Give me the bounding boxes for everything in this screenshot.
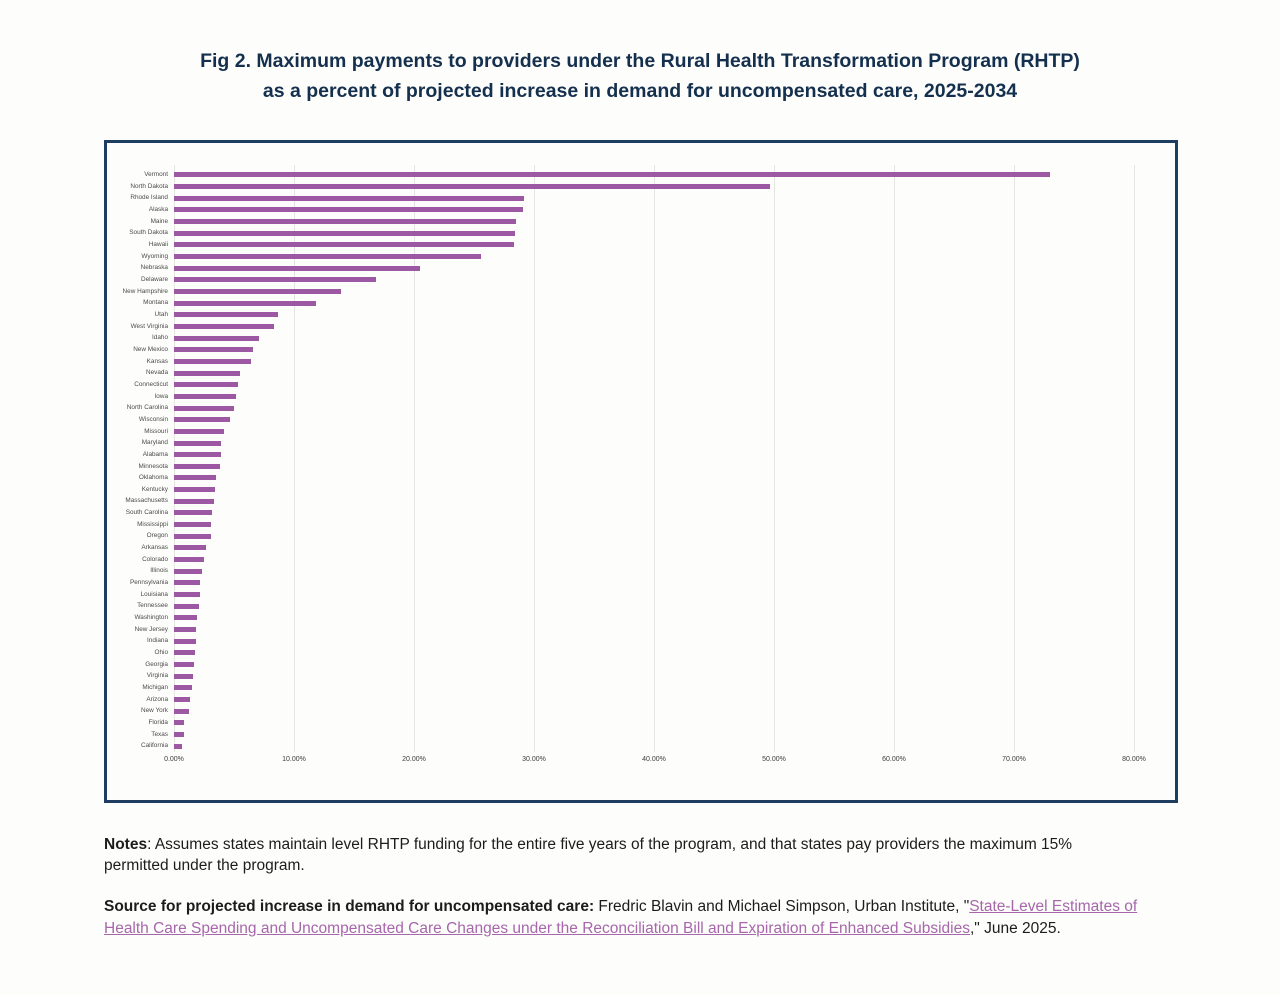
bar-label: Texas	[151, 730, 168, 738]
bar-label: North Carolina	[126, 404, 168, 412]
bar-label: Tennessee	[137, 602, 168, 610]
figure-title	[0, 46, 1280, 106]
bar	[174, 371, 240, 376]
bar-label: Pennsylvania	[129, 579, 168, 587]
bar	[174, 464, 220, 469]
bar-label: Illinois	[150, 567, 168, 575]
bar	[174, 569, 202, 574]
bar	[174, 604, 199, 609]
bar	[174, 277, 376, 282]
gridline	[1014, 165, 1015, 752]
bar-label: New York	[141, 707, 168, 715]
gridline	[654, 165, 655, 752]
bar	[174, 580, 200, 585]
source-pre-link-text: Fredric Blavin and Michael Simpson, Urban Institute, "	[594, 898, 970, 915]
bar-label: Arkansas	[141, 544, 168, 552]
bar	[174, 289, 341, 294]
x-axis-tick-label: 50.00%	[762, 756, 786, 763]
bar	[174, 685, 192, 690]
bar-label: Oklahoma	[138, 474, 168, 482]
bar-label: Iowa	[154, 392, 168, 400]
bar-label: Missouri	[144, 427, 168, 435]
x-axis-tick-label: 60.00%	[882, 756, 906, 763]
bar-label: Louisiana	[140, 590, 168, 598]
plot-area	[107, 143, 1175, 800]
bar	[174, 592, 200, 597]
bar	[174, 172, 1050, 177]
bar	[174, 475, 216, 480]
bar	[174, 522, 211, 527]
bar-label: Maryland	[141, 439, 168, 447]
bar-label: Arizona	[146, 695, 168, 703]
bar	[174, 720, 184, 725]
bar-label: Delaware	[141, 275, 168, 283]
bar	[174, 301, 316, 306]
bar	[174, 254, 481, 259]
bar	[174, 452, 221, 457]
gridline	[774, 165, 775, 752]
x-axis-tick-label: 80.00%	[1122, 756, 1146, 763]
bar-label: Colorado	[142, 555, 168, 563]
source-paragraph	[104, 896, 1149, 939]
x-axis-tick-label: 30.00%	[522, 756, 546, 763]
bar	[174, 184, 770, 189]
bar-label: Mississippi	[137, 520, 168, 528]
notes-paragraph	[104, 834, 1119, 876]
notes-text: : Assumes states maintain level RHTP funding for the entire five years of the program, and that states pay providers the maximum 15% permitted under the program.	[104, 836, 1073, 874]
notes-label: Notes	[104, 836, 148, 853]
bar-label: Utah	[154, 310, 168, 318]
bar-label: Maine	[150, 217, 168, 225]
bar	[174, 487, 215, 492]
bar	[174, 510, 212, 515]
bar	[174, 499, 214, 504]
bar-label: Wisconsin	[138, 415, 168, 423]
bar-label: Virginia	[146, 672, 168, 680]
bar	[174, 207, 523, 212]
bar	[174, 347, 253, 352]
bar	[174, 534, 211, 539]
bar-label: Alaska	[148, 205, 168, 213]
figure-title-line1: Fig 2. Maximum payments to providers under the Rural Health Transformation Program (RHTP)	[200, 50, 1080, 72]
source-link[interactable]: State-Level Estimates of Health Care Spending and Uncompensated Care Changes under the Reconciliation Bill and Expiration of Enhanced Subsidies	[104, 898, 1138, 937]
bar-label: Vermont	[144, 171, 168, 178]
bar-label: California	[141, 742, 168, 750]
bar	[174, 627, 196, 632]
bar	[174, 744, 182, 749]
bar	[174, 557, 204, 562]
bar	[174, 417, 230, 422]
source-label: Source for projected increase in demand for uncompensated care:	[104, 898, 595, 915]
x-axis-tick-label: 70.00%	[1002, 756, 1026, 763]
bar-label: South Dakota	[129, 229, 168, 237]
bar	[174, 336, 259, 341]
x-axis-tick-label: 20.00%	[402, 756, 426, 763]
figure-title-line2: as a percent of projected increase in demand for uncompensated care, 2025-2034	[262, 80, 1018, 102]
bar-label: Florida	[148, 719, 168, 727]
bar	[174, 231, 515, 236]
bar-label: South Carolina	[125, 509, 168, 517]
bar-label: Nevada	[145, 369, 168, 377]
bar-label: Connecticut	[134, 380, 168, 388]
bar-label: New Jersey	[134, 625, 168, 633]
bar-label: Kansas	[146, 357, 168, 365]
source-post-link-text: ," June 2025.	[969, 919, 1061, 937]
bar	[174, 324, 274, 329]
bar-label: West Virginia	[130, 322, 168, 330]
bar-label: Oregon	[146, 532, 168, 540]
bar-label: New Hampshire	[122, 287, 168, 295]
bar	[174, 545, 206, 550]
gridline	[1134, 165, 1135, 752]
bar-label: Kentucky	[141, 485, 168, 493]
bar-label: Massachusetts	[125, 497, 168, 505]
bar-label: Alabama	[142, 450, 168, 458]
bar	[174, 674, 193, 679]
bar	[174, 429, 224, 434]
bar-label: Minnesota	[138, 462, 168, 470]
bar	[174, 382, 238, 387]
bar-label: Washington	[134, 614, 168, 622]
bar	[174, 697, 190, 702]
bar-label: Nebraska	[140, 264, 168, 272]
bar	[174, 266, 420, 271]
gridline	[534, 165, 535, 752]
bar-label: Hawaii	[148, 240, 168, 248]
bar	[174, 312, 278, 317]
bar	[174, 709, 189, 714]
bar-label: Idaho	[152, 334, 168, 342]
bar	[174, 394, 236, 399]
bar-label: Michigan	[142, 684, 168, 692]
bar	[174, 639, 196, 644]
bar	[174, 406, 234, 411]
x-axis-tick-label: 0.00%	[164, 756, 184, 763]
chart-frame	[104, 140, 1178, 803]
bar	[174, 662, 194, 667]
bar-label: New Mexico	[133, 345, 168, 353]
bar	[174, 196, 524, 201]
bar-label: Indiana	[147, 637, 168, 645]
bar-label: Georgia	[145, 660, 168, 668]
bar-label: Montana	[143, 299, 168, 307]
bar	[174, 650, 195, 655]
bar	[174, 615, 197, 620]
bar-label: Ohio	[154, 649, 168, 657]
bar	[174, 219, 516, 224]
bar	[174, 732, 184, 737]
bar-label: North Dakota	[130, 182, 168, 190]
bar-label: Wyoming	[141, 252, 168, 260]
bar	[174, 359, 251, 364]
bar-label: Rhode Island	[130, 194, 168, 202]
gridline	[894, 165, 895, 752]
bar	[174, 242, 514, 247]
bar	[174, 441, 221, 446]
x-axis-tick-label: 40.00%	[642, 756, 666, 763]
x-axis-tick-label: 10.00%	[282, 756, 306, 763]
